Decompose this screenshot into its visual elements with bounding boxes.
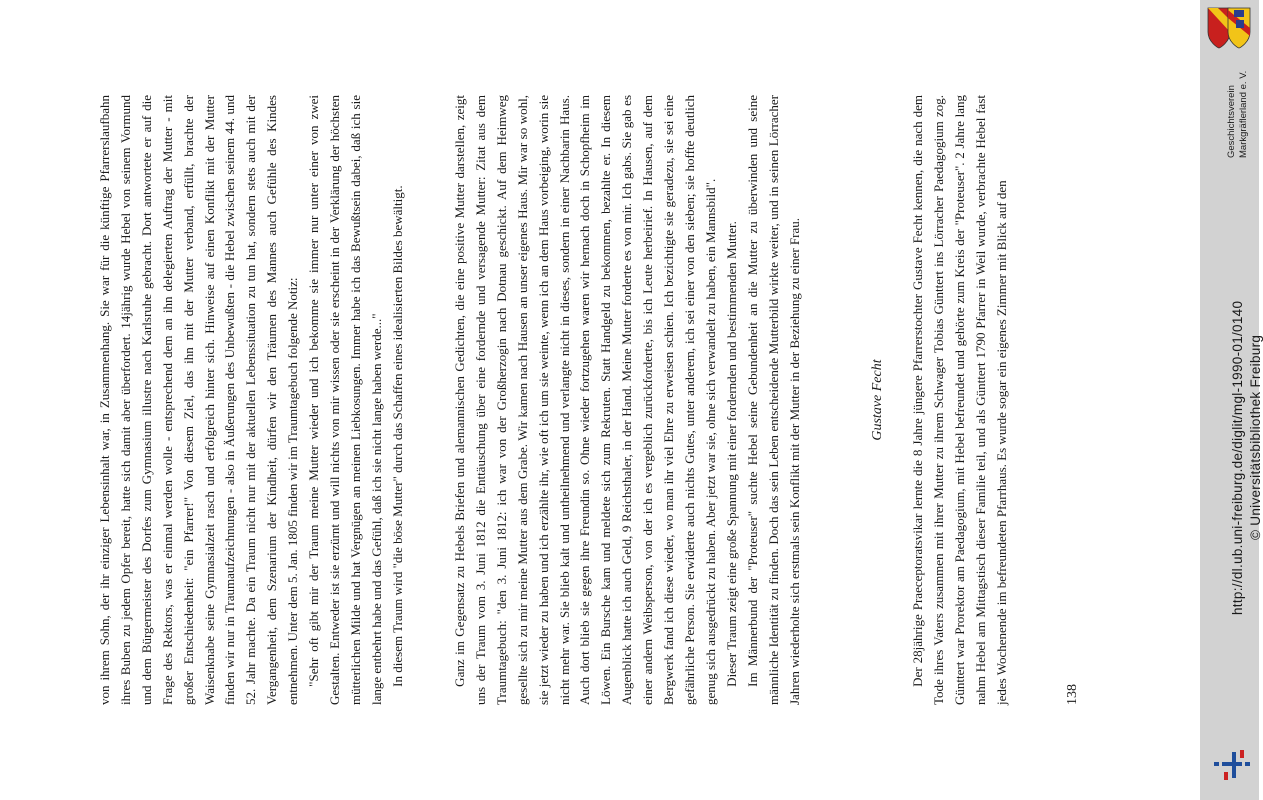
paragraph: Dieser Traum zeigt eine große Spannung mit einer fordernden und bestimmenden Mutter. bbox=[723, 221, 739, 687]
paragraph: In diesem Traum wird "die böse Mutter" durch das Schaffen eines idealisierten Bildes bewältigt. bbox=[389, 185, 405, 687]
paragraph: Im Männerbund der "Proteuser" suchte Hebel seine Gebundenheit an die Mutter zu überwinden und seine männliche Identität zu finden. Doch das sein Leben entscheidende Mutterbild wirkte weiter, und in seinen Lörracher Jahren wiederholte sich erstmals sein Konflikt mit der Mutter in der Beziehung zu einer Frau. bbox=[744, 95, 802, 705]
coat-of-arms-icon bbox=[1206, 6, 1252, 50]
text-column-3 bbox=[908, 95, 1013, 705]
text-column-1 bbox=[95, 95, 409, 705]
copyright-notice: © Universitätsbibliothek Freiburg bbox=[1248, 334, 1263, 540]
society-name-line2: Markgräflerland e. V. bbox=[1238, 70, 1249, 158]
paragraph: "Sehr oft gibt mir der Traum meine Mutter wieder und ich bekomme sie immer nur unter einer von zwei Gestalten. Entweder ist sie erzürnt und will nichts von mir wissen oder sie erscheint in der Verklärung der höchsten mütterlichen Milde und hat Vergnügen an meinen Liebkosungen. Immer habe ich das Bewußtsein dabei, daß ich sie lange entbehrt habe und das Gefühl, daß ich sie nicht lange haben werde..." bbox=[306, 95, 384, 705]
section-heading: Gustave Fecht bbox=[870, 359, 885, 441]
society-name-line1: Geschichtsverein bbox=[1226, 85, 1237, 158]
text-column-2 bbox=[450, 95, 805, 705]
paragraph: Der 28jährige Praeceptoratsvikar lernte die 8 Jahre jüngere Pfarrerstochter Gustave Fecht kennen, die nach dem Tode ihres Vaters zusammen mit ihrer Mutter zu ihrem Schwager Tobias Günttert ins Lörracher Paedagogium zog. Günttert war Prorektor am Paedagogium, mit Hebel befreundet und gehörte zum Kreis der "Proteuser". 2 Jahre lang nahm Hebel am Mittagstisch dieser Familie teil, und als Günttert 1790 Pfarrer in Weil wurde, verbrachte Hebel fast jedes Wochenende im befreundeten Pfarrhaus. Es wurde sogar ein eigenes Zimmer mit Blick auf den bbox=[910, 95, 1009, 705]
paragraph: von ihrem Sohn, der ihr einziger Lebensinhalt war, in Zusammenhang. Sie war für die künftige Pfarrerslaufbahn ihres Buben zu jedem Opfer bereit, hatte sich damit aber überfordert. 14jährig wurde Hebel von seinem Vormund und dem Bürgermeister des Dorfes zum Gymnasium illustre nach Karlsruhe gebracht. Dort antwortete er auf die Frage des Rektors, was er einmal werden wolle - entsprechend dem an ihn delegierten Auftrag der Mutter - mit großer Entschiedenheit: "ein Pfarrer!" Von diesem Ziel, das ihn mit der Mutter verband, erfüllt, brachte der Waisenknabe seine Gymnasialzeit rasch und erfolgreich hinter sich. Hinweise auf einen Konflikt mit der Mutter finden wir nur in Traumaufzeichnungen - also in Äußerungen des Unbewußten - die Hebel zwischen seinem 44. und 52. Jahr machte. Da ein Traum nicht nur mit der aktuellen Lebenssituation zu tun hat, sondern stets auch mit der Vergangenheit, dem Szenarium der Kindheit, dürfen wir den Träumen des Mannes auch Gefühle des Kindes entnehmen. Unter dem 5. Jan. 1805 finden wir im Traumtagebuch folgende Notiz: bbox=[97, 95, 301, 705]
paragraph: Ganz im Gegensatz zu Hebels Briefen und alemannischen Gedichten, die eine positive Mutter darstellen, zeigt uns der Traum vom 3. Juni 1812 die Enttäuschung über eine fordernde und versagende Mutter: Zitat aus dem Traumtagebuch: "den 3. Juni 1812: ich war von der Großherzogin nach Dotnau geschickt. Auf dem Heimweg gesellte sich zu mir meine Mutter aus dem Grabe. Wir kamen nach Hausen an unser eigenes Haus. Mir war so wohl, sie jetzt wieder zu haben und ich erzählte ihr, wie oft ich um sie weinte, wenn ich an dem Haus vorbeiging, worin sie nicht mehr war. Sie blieb kalt und untheilnehmend und verlangte nicht in dieses, sondern in einer Nachbarin Haus. Auch dort blieb sie gegen ihre Freundin so. Ohne wieder fortzugehen waren wir hernach doch in Schopfheim im Löwen. Ein Bursche kam und meldete sich zum Rekruten. Statt Handgeld zu bekommen, bezahlte er. In diesem Augenblick hatte ich auch Geld, 9 Reichsthaler, in der Hand. Meine Mutter forderte es von mir. Ich gabs. Sie gab es einer andern Weibsperson, von der ich es vergeblich zurückforderte, bis ich Leute herbeirief. In Hausen, auf dem Bergwerk fand ich diese wieder, wo man ihr viel Ehre zu erweisen schien. Ich bezichtigte sie geradezu, sie sei eine gefährliche Person. Sie erwiderte auch nichts Gutes, unter anderem, ich sei einer von den sieben; sie hoffte deutlich genug sich ausgedrückt zu haben. Aber jetzt war sie, ohne sich verwandelt zu haben, ein Mannsbild". bbox=[452, 95, 718, 705]
source-url-link[interactable]: http://dl.ub.uni-freiburg.de/diglit/mgl-1990-01/0140 bbox=[1230, 300, 1245, 615]
ub-freiburg-logo-icon bbox=[1210, 748, 1254, 782]
page-number: 138 bbox=[1065, 684, 1080, 705]
